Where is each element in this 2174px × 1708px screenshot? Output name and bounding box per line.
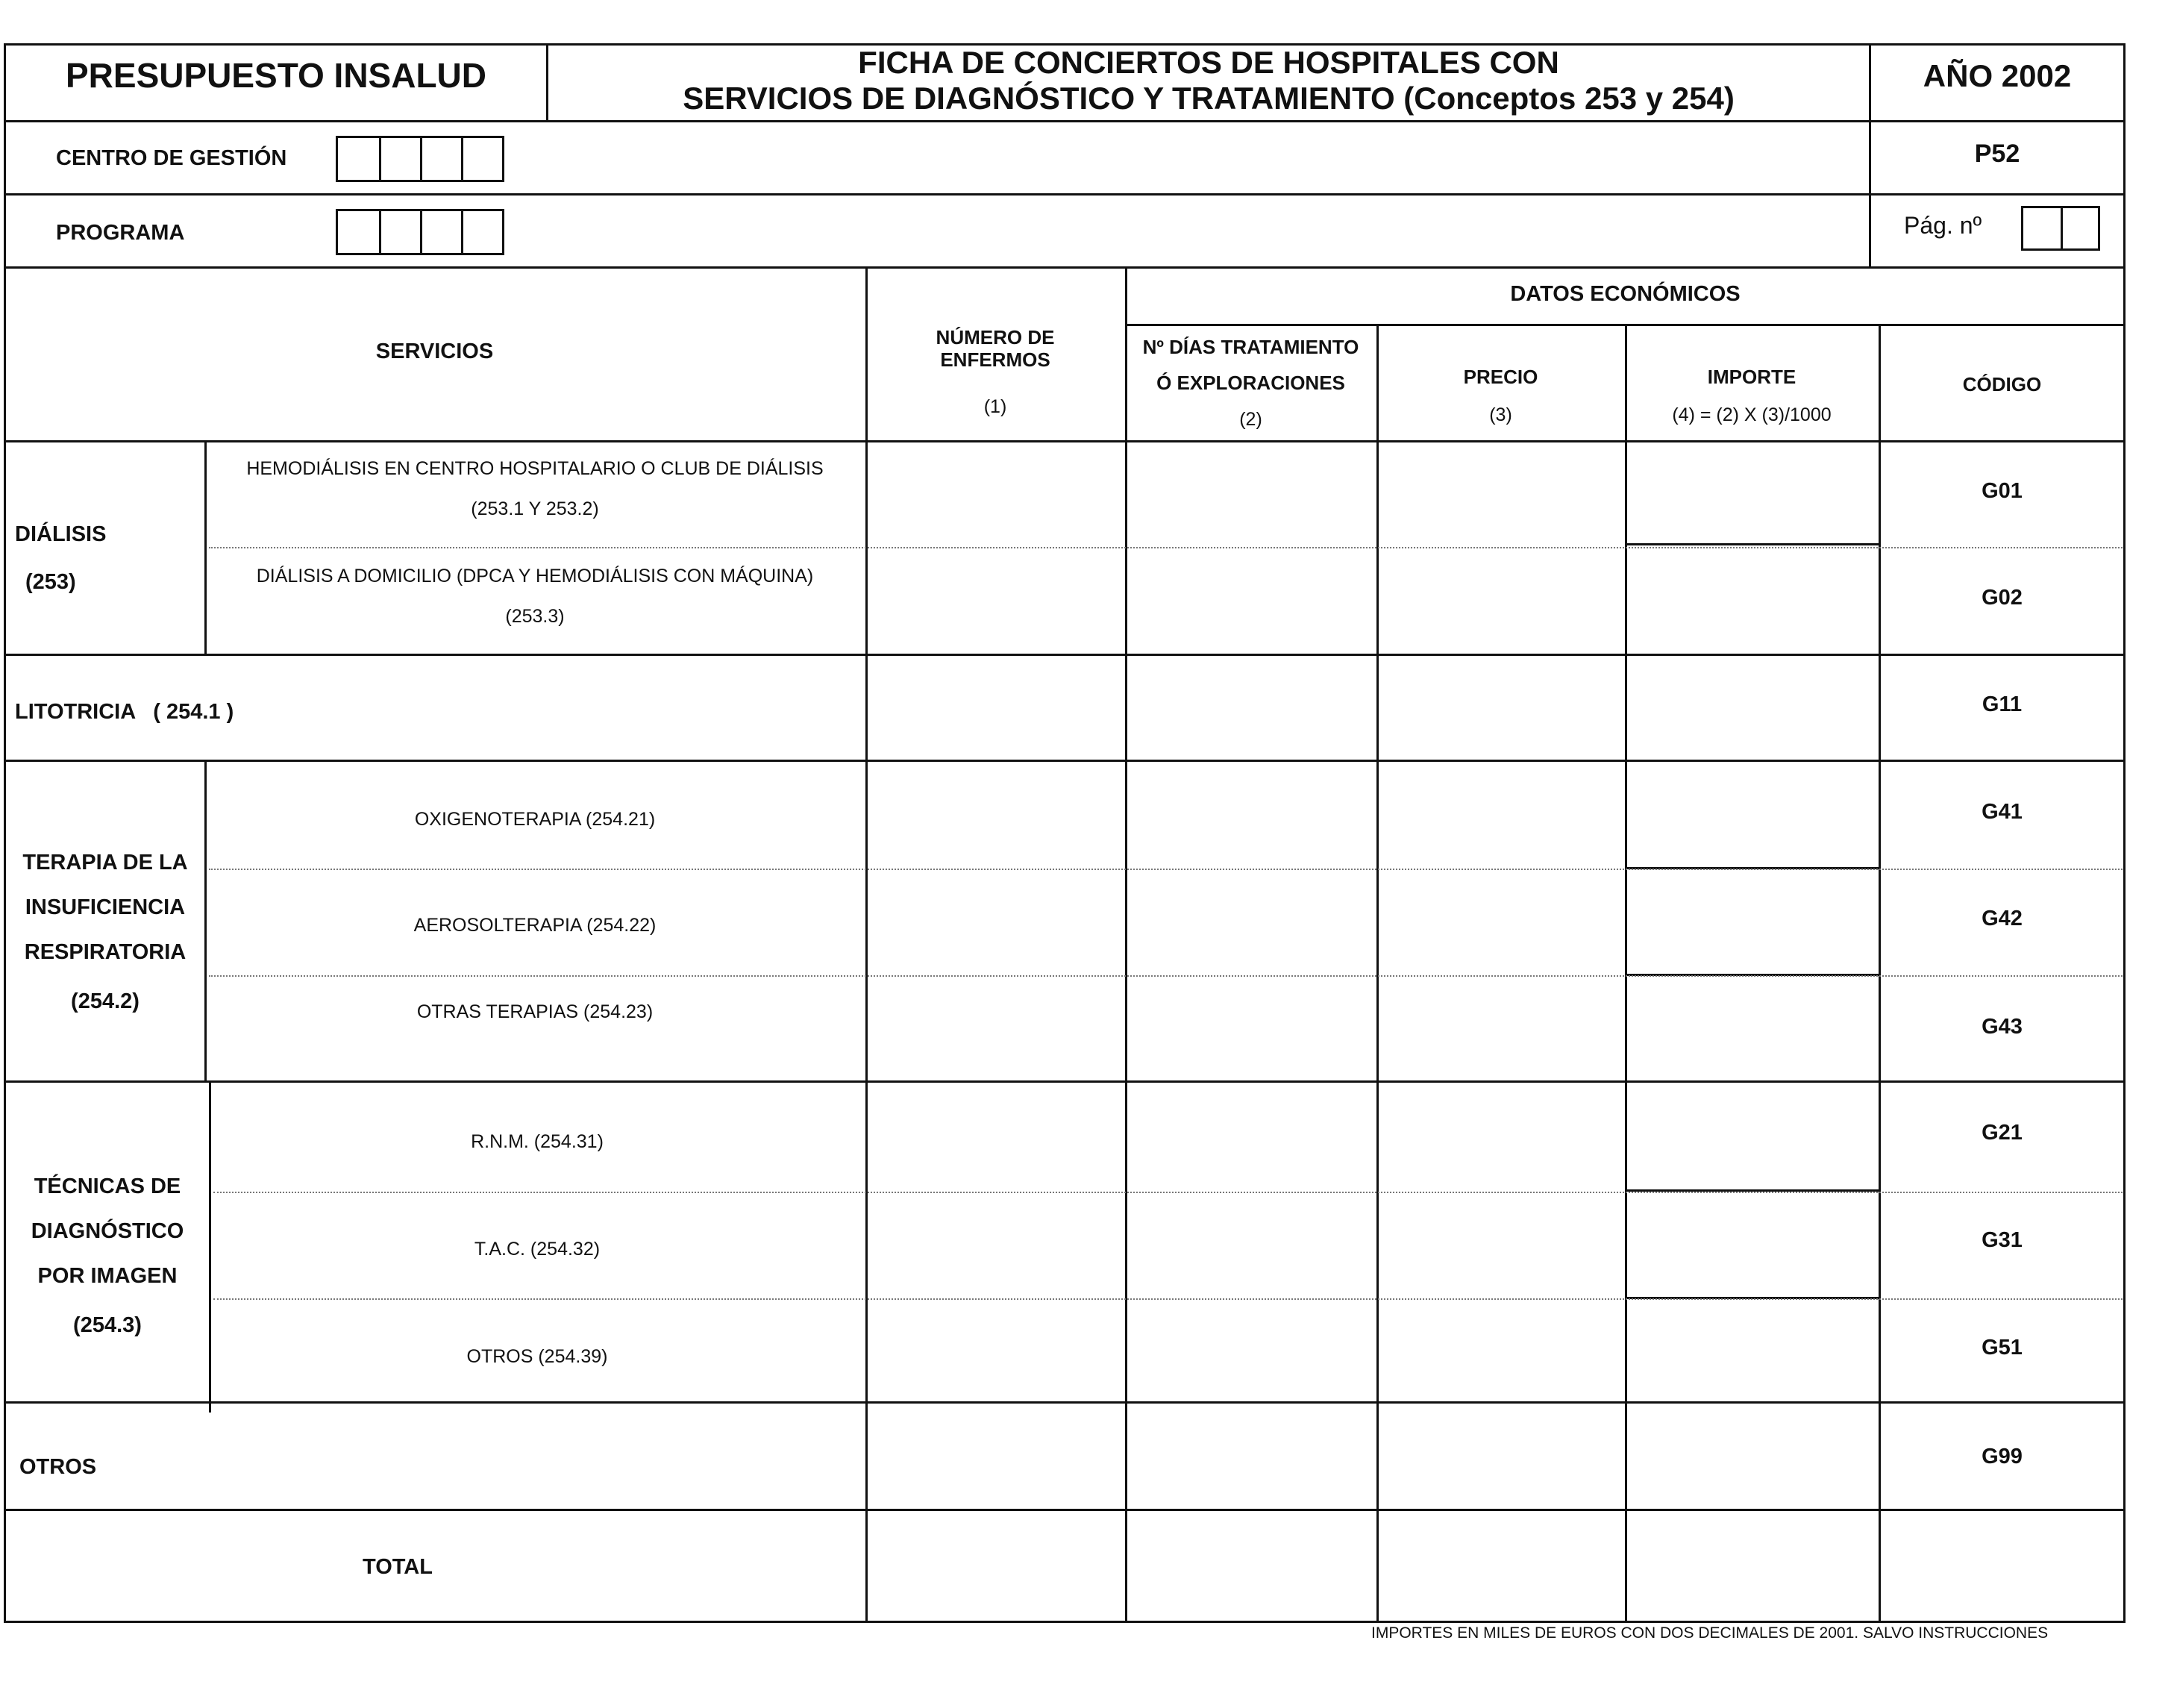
col-sep-dias bbox=[1125, 266, 1127, 1623]
col-datos-economicos: DATOS ECONÓMICOS bbox=[1510, 282, 1741, 306]
sep-after-terapia bbox=[4, 1080, 2126, 1083]
page-number-input[interactable] bbox=[2021, 206, 2100, 251]
programa-row bbox=[4, 193, 1871, 269]
year-label: AÑO 2002 bbox=[1923, 58, 2072, 93]
page-number-label: Pág. nº bbox=[1904, 212, 1982, 239]
code-g21: G21 bbox=[1982, 1121, 2023, 1145]
aerosol-dotted-sep bbox=[209, 975, 2123, 977]
oxigeno-dotted-sep bbox=[209, 869, 2123, 870]
col-precio-num: (3) bbox=[1489, 404, 1512, 425]
col-importe-formula: (4) = (2) X (3)/1000 bbox=[1672, 404, 1832, 425]
code-g01: G01 bbox=[1982, 479, 2023, 503]
group-dialisis-code: (253) bbox=[25, 570, 76, 594]
programa-label: PROGRAMA bbox=[56, 221, 185, 245]
col-enfermos-line-1: NÚMERO DE bbox=[936, 326, 1055, 348]
col-servicios: SERVICIOS bbox=[375, 340, 494, 363]
group-tecnicas-line-3: POR IMAGEN bbox=[37, 1264, 178, 1288]
group-terapia-line-3: RESPIRATORIA bbox=[24, 940, 187, 964]
col-codigo: CÓDIGO bbox=[1962, 373, 2042, 395]
col-dias-line-1: Nº DÍAS TRATAMIENTO bbox=[1142, 336, 1359, 358]
col-importe: IMPORTE bbox=[1707, 366, 1796, 388]
service-otros-imagen: OTROS (254.39) bbox=[466, 1346, 608, 1367]
code-g51: G51 bbox=[1982, 1336, 2023, 1360]
code-g31: G31 bbox=[1982, 1228, 2023, 1252]
col-dias-num: (2) bbox=[1239, 409, 1262, 430]
form-code: P52 bbox=[1974, 140, 2020, 168]
service-tac: T.A.C. (254.32) bbox=[474, 1239, 601, 1260]
service-hemodialisis-line-1: HEMODIÁLISIS EN CENTRO HOSPITALARIO O CLUB DE DIÁLISIS bbox=[246, 458, 824, 479]
col-enfermos-line-2: ENFERMOS bbox=[940, 348, 1050, 371]
group-tecnicas-line-1: TÉCNICAS DE bbox=[34, 1174, 181, 1198]
code-g41: G41 bbox=[1982, 800, 2023, 824]
service-domicilio-line-2: (253.3) bbox=[505, 606, 565, 627]
datos-econ-underline bbox=[1125, 324, 2126, 326]
col-sep-enfermos bbox=[865, 266, 868, 1623]
col-sep-precio bbox=[1376, 325, 1379, 1623]
dialisis-dotted-sep bbox=[209, 547, 2123, 548]
column-header-bottom bbox=[4, 440, 2126, 442]
group-tecnicas-line-4: (254.3) bbox=[73, 1313, 142, 1337]
service-aerosolterapia: AEROSOLTERAPIA (254.22) bbox=[413, 915, 657, 936]
group-tecnicas-line-2: DIAGNÓSTICO bbox=[31, 1219, 184, 1243]
centro-code-input[interactable] bbox=[336, 136, 504, 182]
service-hemodialisis-line-2: (253.1 Y 253.2) bbox=[471, 498, 599, 519]
service-rnm: R.N.M. (254.31) bbox=[471, 1131, 604, 1152]
sep-after-tecnicas bbox=[4, 1401, 2126, 1404]
group-terapia-line-1: TERAPIA DE LA bbox=[22, 851, 188, 875]
service-oxigenoterapia: OXIGENOTERAPIA (254.21) bbox=[414, 809, 656, 830]
code-g11: G11 bbox=[1982, 692, 2023, 716]
group-dialisis-label: DIÁLISIS bbox=[15, 522, 107, 546]
sep-after-dialisis bbox=[4, 654, 2126, 656]
centro-label: CENTRO DE GESTIÓN bbox=[56, 146, 287, 170]
budget-title: PRESUPUESTO INSALUD bbox=[65, 56, 487, 95]
col-precio: PRECIO bbox=[1463, 366, 1538, 388]
sep-after-otros bbox=[4, 1509, 2126, 1511]
group-litotricia-label: LITOTRICIA ( 254.1 ) bbox=[15, 700, 234, 724]
col-sep-codigo bbox=[1879, 325, 1881, 1623]
service-otras-terapias: OTRAS TERAPIAS (254.23) bbox=[416, 1001, 654, 1022]
col-dias-line-2: Ó EXPLORACIONES bbox=[1156, 372, 1345, 394]
rnm-dotted-sep bbox=[213, 1192, 2123, 1193]
form-title-line-1: FICHA DE CONCIERTOS DE HOSPITALES CON bbox=[858, 45, 1559, 80]
col-enfermos-num: (1) bbox=[983, 396, 1007, 417]
code-g43: G43 bbox=[1982, 1015, 2023, 1039]
group-terapia-line-2: INSUFICIENCIA bbox=[25, 895, 186, 919]
code-g42: G42 bbox=[1982, 907, 2023, 930]
code-g02: G02 bbox=[1982, 586, 2023, 610]
footer-note: IMPORTES EN MILES DE EUROS CON DOS DECIMALES DE 2001. SALVO INSTRUCCIONES bbox=[1371, 1624, 2049, 1642]
total-label: TOTAL bbox=[363, 1555, 433, 1579]
group-otros-label: OTROS bbox=[19, 1455, 97, 1479]
form-title-line-2: SERVICIOS DE DIAGNÓSTICO Y TRATAMIENTO (Conceptos 253 y 254) bbox=[683, 81, 1735, 116]
service-domicilio-line-1: DIÁLISIS A DOMICILIO (DPCA Y HEMODIÁLISIS CON MÁQUINA) bbox=[256, 566, 814, 586]
code-g99: G99 bbox=[1982, 1445, 2023, 1468]
programa-code-input[interactable] bbox=[336, 209, 504, 255]
group-terapia-line-4: (254.2) bbox=[71, 989, 140, 1013]
tac-dotted-sep bbox=[213, 1298, 2123, 1300]
sep-after-litotricia bbox=[4, 760, 2126, 762]
importe-sep-g01 bbox=[1625, 543, 1879, 545]
